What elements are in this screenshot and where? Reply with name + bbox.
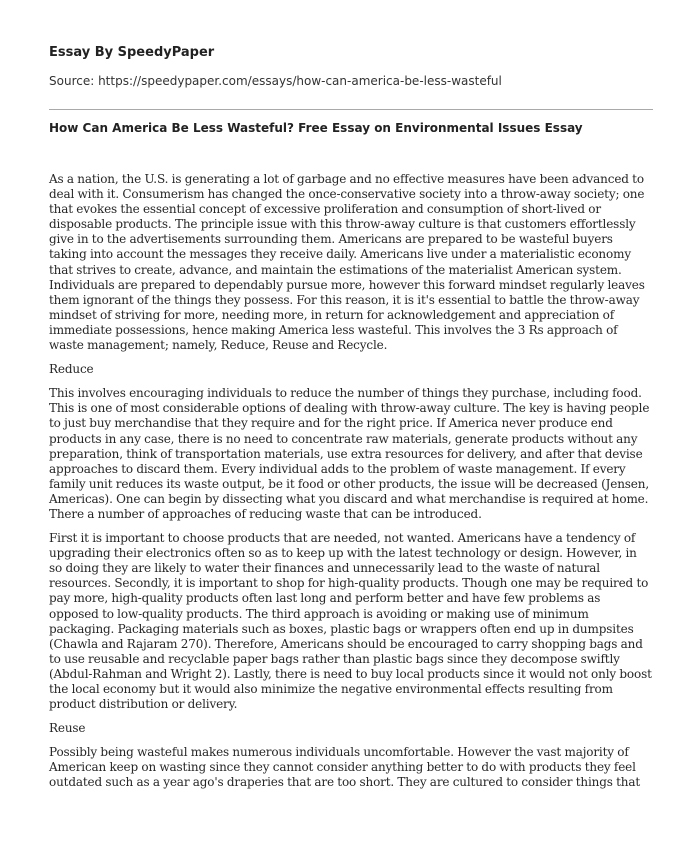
source-link[interactable]: Source: https://speedypaper.com/essays/how-can-america-be-less-wasteful: [49, 74, 502, 88]
essay-paragraph: First it is important to choose products that are needed, not wanted. Americans have a tendency of upgrading their electronics often so as to keep up with the latest technology or design. However, in so doing they are likely to water their finances and unnecessarily lead to the waste of natural resources. Secondly, it is important to shop for high-quality products. Though one may be required to pay more, high-quality products often last long and perform better and have few problems as opposed to low-quality products. The third approach is avoiding or making use of minimum packaging. Packaging materials such as boxes, plastic bags or wrappers often end up in dumpsites (Chawla and Rajaram 270). Therefore, Americans should be encouraged to carry shopping bags and to use reusable and recyclable paper bags rather than plastic bags since they decompose swiftly (Abdul-Rahman and Wright 2). Lastly, there is need to buy local products since it would not only boost the local economy but it would also minimize the negative environmental effects resulting from product distribution or delivery.: [49, 531, 652, 712]
essay-paragraph: Possibly being wasteful makes numerous individuals uncomfortable. However the vast majority of American keep on wasting since they cannot consider anything better to do with products they feel outdated such as a year ago's draperies that are too short. They are cultured to consider things that: [49, 745, 641, 790]
section-heading-reuse: Reuse: [49, 721, 86, 736]
section-heading-reduce: Reduce: [49, 362, 94, 377]
essay-body: [49, 172, 653, 800]
brand-title: Essay By SpeedyPaper: [49, 45, 215, 60]
divider: [49, 109, 653, 110]
essay-paragraph: As a nation, the U.S. is generating a lot of garbage and no effective measures have been advanced to deal with it. Consumerism has changed the once-conservative society into a throw-away society; one that evokes the essential concept of excessive proliferation and consumption of short-lived or disposable products. The principle issue with this throw-away culture is that customers effortlessly give in to the advertisements surrounding them. Americans are prepared to be wasteful buyers taking into account the messages they receive daily. Americans live under a materialistic economy that strives to create, advance, and maintain the estimations of the materialist American system. Individuals are prepared to dependably pursue more, however this forward mindset regularly leaves them ignorant of the things they possess. For this reason, it is it's essential to battle the throw-away mindset of striving for more, needing more, in return for acknowledgement and appreciation of immediate possessions, hence making America less wasteful. This involves the 3 Rs approach of waste management; namely, Reduce, Reuse and Recycle.: [49, 172, 645, 353]
essay-paragraph: This involves encouraging individuals to reduce the number of things they purchase, including food. This is one of most considerable options of dealing with throw-away culture. The key is having people to just buy merchandise that they require and for the right price. If America never produce end products in any case, there is no need to concentrate raw materials, generate products without any preparation, think of transportation materials, use extra resources for delivery, and after that devise approaches to discard them. Every individual adds to the problem of waste management. If every family unit reduces its waste output, be it food or other products, the issue will be decreased (Jensen, Americas). One can begin by dissecting what you discard and what merchandise is required at home. There a number of approaches of reducing waste that can be introduced.: [49, 386, 650, 521]
essay-title: How Can America Be Less Wasteful? Free Essay on Environmental Issues Essay: [49, 121, 583, 135]
